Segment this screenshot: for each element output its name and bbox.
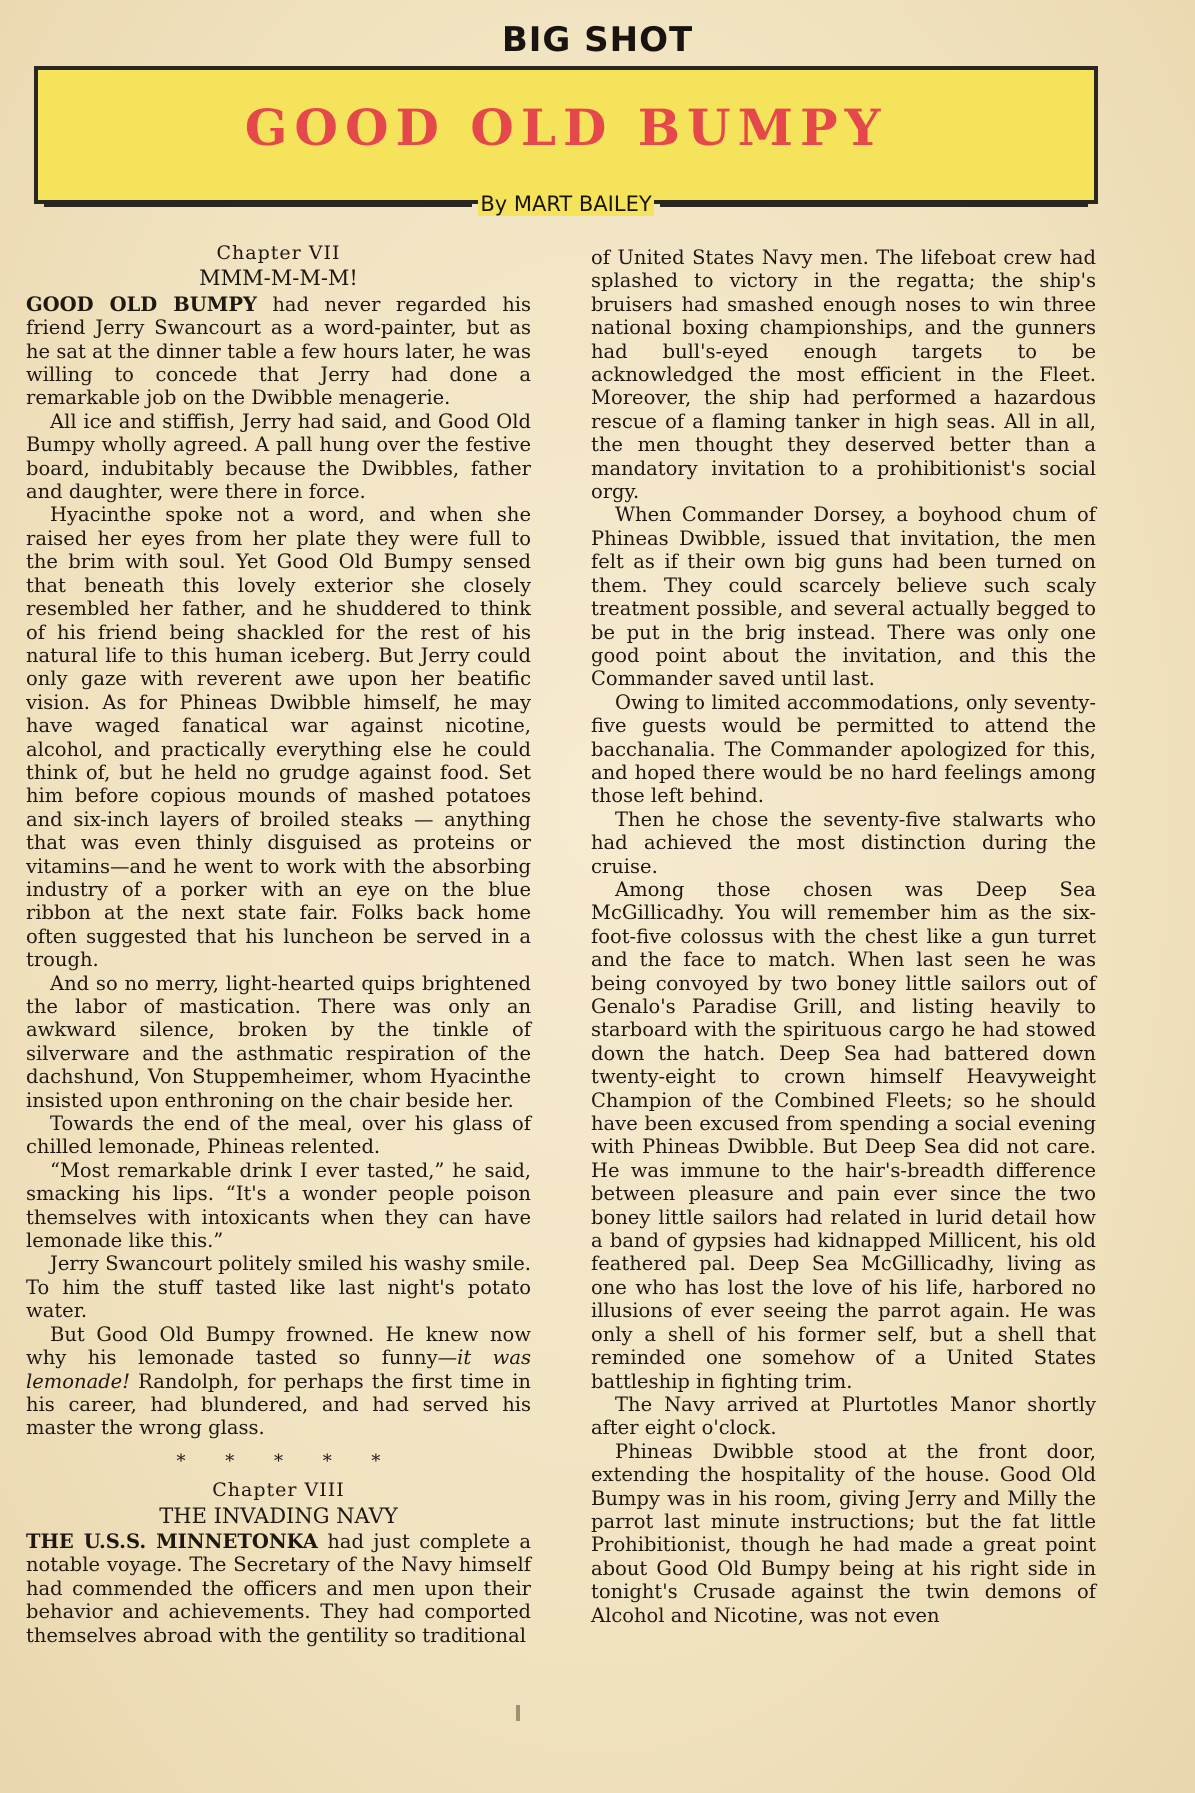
byline-bar bbox=[38, 192, 1094, 216]
emphasis-text: it was lemonade! bbox=[26, 1346, 531, 1393]
paragraph: Owing to limited accommodations, only seventy-five guests would be permitted to attend the bacchanalia. The Commander apologized for this, and hoped there would be no hard feelings among those left behind. bbox=[591, 690, 1096, 808]
byline-rule-right bbox=[660, 202, 1088, 207]
left-column bbox=[26, 236, 531, 1647]
paragraph-text: had just complete a notable voyage. The Secretary of the Navy himself had commended the officers and men upon their behavior and achievements. They had comported themselves abroad with the gentility so traditional bbox=[26, 1529, 532, 1647]
chapter-8-heading: Chapter VIII bbox=[212, 1479, 345, 1502]
paragraph-text: Randolph, for perhaps the first time in his career, had blundered, and had served his master the wrong glass. bbox=[26, 1369, 531, 1440]
paragraph: All ice and stiffish, Jerry had said, and Good Old Bumpy wholly agreed. A pall hung over the festive board, indubitably because the Dwibbles, father and daughter, were there in force. bbox=[26, 409, 531, 504]
paragraph: Jerry Swancourt politely smiled his washy smile. To him the stuff tasted like last night's potato water. bbox=[26, 1252, 531, 1323]
lead-in: GOOD OLD BUMPY bbox=[26, 292, 257, 316]
paragraph: “Most remarkable drink I ever tasted,” he said, smacking his lips. “It's a wonder people poison themselves with intoxicants when they can have lemonade like this.” bbox=[26, 1158, 531, 1253]
title-banner bbox=[34, 66, 1098, 216]
lead-in: THE U.S.S. MINNETONKA bbox=[26, 1529, 318, 1553]
paragraph: When Commander Dorsey, a boyhood chum of Phineas Dwibble, issued that invitation, the men felt as if their own big guns had been turned on them. They could scarcely believe such scaly treatment possible, and several actually begged to be put in the brig instead. There was only one good point about the invitation, and this the Commander saved until last. bbox=[591, 503, 1096, 691]
paragraph bbox=[26, 1323, 531, 1440]
byline: By MART BAILEY bbox=[480, 192, 652, 216]
paragraph bbox=[26, 1530, 531, 1647]
story-title: GOOD OLD BUMPY bbox=[244, 98, 888, 157]
paragraph-text: But Good Old Bumpy frowned. He knew now why his lemonade tasted so funny— bbox=[26, 1322, 531, 1370]
print-mark bbox=[516, 1705, 520, 1721]
chapter-8-subtitle: THE INVADING NAVY bbox=[159, 1503, 398, 1528]
masthead: BIG SHOT bbox=[501, 20, 694, 60]
byline-rule-left bbox=[44, 202, 472, 207]
paragraph-text: had never regarded his friend Jerry Swancourt as a word-painter, but as he sat at the dinner table a few hours later, he was willing to concede that Jerry had done a remarkable job on the Dwibble menagerie. bbox=[26, 292, 531, 410]
paragraph: Hyacinthe spoke not a word, and when she raised her eyes from her plate they were full to the brim with soul. Yet Good Old Bumpy sensed that beneath this lovely exterior she closely resembled her father, and he shuddered to think of his friend being shackled for the rest of his natural life to this human iceberg. But Jerry could only gaze with reverent awe upon her beatific vision. As for Phineas Dwibble himself, he may have waged fanatical war against nicotine, alcohol, and practically everything else he could think of, but he held no grudge against food. Set him before copious mounds of mashed potatoes and six-inch layers of broiled steaks — anything that was even thinly disguised as proteins or vitamins—and he went to work with the absorbing industry of a porker with an eye on the blue ribbon at the next state fair. Folks back home often suggested that his luncheon be served in a trough. bbox=[26, 503, 531, 972]
paragraph-continued: of United States Navy men. The lifeboat crew had splashed to victory in the regatta; the ship's bruisers had smashed enough noses to win three national boxing championships, and the gunners had bull's-eyed enough targets to be acknowledged the most efficient in the Fleet. Moreover, the ship had performed a hazardous rescue of a flaming tanker in high seas. All in all, the men thought they deserved better than a mandatory invitation to a prohibitionist's social orgy. bbox=[591, 246, 1096, 504]
paragraph: Then he chose the seventy-five stalwarts who had achieved the most distinction during the cruise. bbox=[591, 807, 1096, 878]
paragraph: Phineas Dwibble stood at the front door, extending the hospitality of the house. Good Old Bumpy was in his room, giving Jerry and Milly the parrot last minute instructions; but the fat little Prohibitionist, though he had made a great point about Good Old Bumpy being at his right side in tonight's Crusade against the twin demons of Alcohol and Nicotine, was not even bbox=[591, 1439, 1096, 1627]
chapter-7-subtitle: MMM-M-M-M! bbox=[199, 266, 358, 291]
paragraph: And so no merry, light-hearted quips brightened the labor of mastication. There was only an awkward silence, broken by the tinkle of silverware and the asthmatic respiration of the dachshund, Von Stuppemheimer, whom Hyacinthe insisted upon enthroning on the chair beside her. bbox=[26, 971, 531, 1112]
section-break: * * * * * bbox=[176, 1450, 381, 1472]
right-column bbox=[591, 246, 1096, 1627]
paragraph: Among those chosen was Deep Sea McGillicadhy. You will remember him as the six-foot-five colossus with the chest like a gun turret and the face to match. When last seen he was being convoyed by two boney little sailors out of Genalo's Paradise Grill, and listing heavily to starboard with the spirituous cargo he had stowed down the hatch. Deep Sea had battered down twenty-eight to crown himself Heavyweight Champion of the Combined Fleets; so he should have been excused from spending a social evening with Phineas Dwibble. But Deep Sea did not care. He was immune to the hair's-breadth difference between pleasure and pain ever since the two boney little sailors had related in lurid detail how a band of gypsies had kidnapped Millicent, his old feathered pal. Deep Sea McGillicadhy, living as one who has lost the love of his life, harbored no illusions of ever seeing the parrot again. He was only a shell of his former self, but a shell that reminded one somehow of a United States battleship in fighting trim. bbox=[591, 877, 1096, 1393]
paragraph: Towards the end of the meal, over his glass of chilled lemonade, Phineas relented. bbox=[26, 1112, 531, 1159]
paragraph: The Navy arrived at Plurtotles Manor shortly after eight o'clock. bbox=[591, 1392, 1096, 1440]
chapter-7-heading: Chapter VII bbox=[216, 242, 341, 264]
paragraph bbox=[26, 293, 531, 410]
